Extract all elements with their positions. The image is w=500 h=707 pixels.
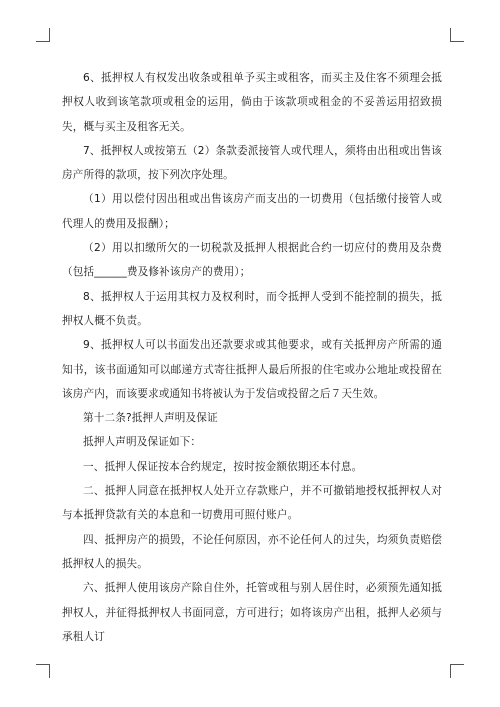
crop-mark-bottom-right [450,664,464,678]
clause-7-item-2: （2）用以扣缴所欠的一切税款及抵押人根据此合约一切应付的费用及杂费（包括______费及修补该房产的费用）； [62,242,442,279]
crop-mark-bottom-left [36,664,50,678]
declaration-item-1: 一、抵押人保证按本合约规定，按时按金额依期还本付息。 [83,460,363,473]
document-body [62,66,442,649]
clause-9-paragraph: 9、抵押权人可以书面发出还款要求或其他要求，或有关抵押房产所需的通知书，该书面通知可以邮递方式寄往抵押人最后所报的住宅或办公地址或投留在该房产内，而该要求或通知书将被认为于发信或投留之后７天生效。 [62,339,442,400]
clause-7-paragraph: 7、抵押权人或按第五（2）条款委派接管人或代理人，须将由出租或出售该房产所得的款项，按下列次序处理。 [62,144,442,182]
crop-mark-top-left [36,28,50,42]
clause-7-item-1: （1）用以偿付因出租或出售该房产而支出的一切费用（包括缴付接管人或代理人的费用及报酬）； [62,193,442,230]
clause-6-paragraph: 6、抵押权人有权发出收条或租单予买主或租客，而买主及住客不须理会抵押权人收到该笔款项或租金的运用，倘由于该款项或租金的不妥善运用招致损失，概与买主及租客无关。 [62,72,442,133]
declaration-item-6: 六、抵押人使用该房产除自住外，托管或租与别人居住时，必须预先通知抵押权人，并征得抵押权人书面同意，方可进行；如将该房产出租，抵押人必须与承租人订 [62,582,442,643]
crop-mark-top-right [450,28,464,42]
clause-8-paragraph: 8、抵押权人于运用其权力及权利时，而令抵押人受到不能控制的损失，抵押权人概不负责。 [62,290,442,327]
declaration-item-4: 四、抵押房产的损毁，不论任何原因，亦不论任何人的过失，均须负责赔偿抵押权人的损失。 [62,533,442,570]
declaration-intro: 抵押人声明及保证如下： [83,436,202,449]
declaration-item-2: 二、抵押人同意在抵押权人处开立存款账户，并不可撤销地授权抵押权人对与本抵押贷款有关的本息和一切费用可照付账户。 [62,485,442,522]
article-12-heading: 第十二条?抵押人声明及保证 [83,412,218,425]
